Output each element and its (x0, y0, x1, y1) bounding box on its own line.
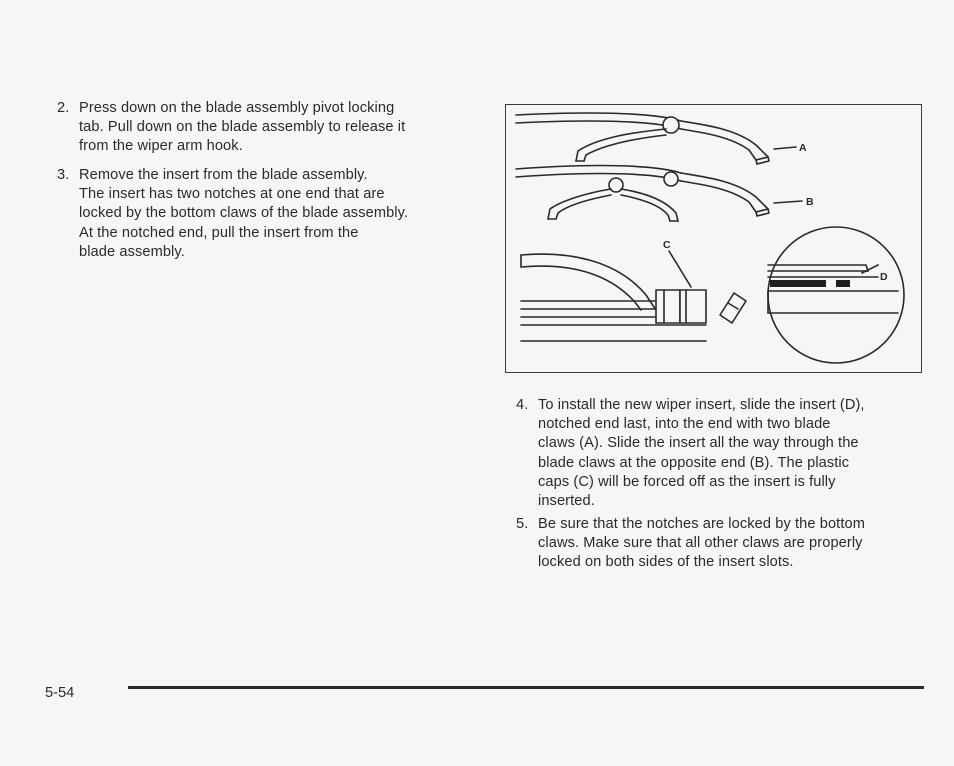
blade-assembly-a (516, 113, 796, 164)
text-line: Press down on the blade assembly pivot locking (79, 100, 395, 116)
step-number: 3. (57, 167, 70, 183)
step-text (79, 99, 405, 157)
step-text (538, 396, 865, 511)
text-line: from the wiper arm hook. (79, 138, 243, 155)
step-5 (516, 515, 926, 575)
text-line: caps (C) will be forced off as the insert is fully (538, 473, 836, 490)
insert-notch (836, 280, 850, 287)
step-2 (57, 99, 477, 159)
step-number: 2. (57, 100, 70, 116)
text-line: locked by the bottom claws of the blade assembly. (79, 205, 409, 222)
magnified-insert-detail (768, 227, 904, 363)
wiper-insert-illustration (505, 104, 922, 373)
text-line: locked on both sides of the insert slots. (538, 554, 794, 571)
text-line: blade assembly. (79, 243, 185, 260)
step-number: 4. (516, 397, 529, 413)
text-line: To install the new wiper insert, slide the insert (D), (538, 397, 865, 413)
label-c: C (663, 239, 671, 251)
text-line: Remove the insert from the blade assembly. (79, 167, 368, 183)
insert-slot (770, 280, 826, 287)
text-line: The insert has two notches at one end that are (79, 186, 385, 203)
text-line: tab. Pull down on the blade assembly to release it (79, 119, 406, 136)
text-line: At the notched end, pull the insert from the (79, 224, 359, 241)
label-b: B (806, 196, 814, 208)
step-text (79, 166, 408, 262)
wiper-diagram (506, 105, 921, 372)
step-4 (516, 396, 926, 514)
step-text (538, 515, 865, 573)
blade-assembly-b (516, 166, 802, 221)
step-number: 5. (516, 516, 529, 532)
text-line: claws. Make sure that all other claws are properly (538, 535, 863, 552)
text-line: inserted. (538, 493, 595, 510)
label-a: A (799, 142, 807, 154)
label-d: D (880, 271, 888, 283)
step-3 (57, 166, 477, 266)
text-line: claws (A). Slide the insert all the way through the (538, 435, 859, 452)
page-number: 5-54 (45, 685, 75, 701)
blade-end-with-caps (521, 251, 746, 341)
text-line: notched end last, into the end with two blade (538, 416, 831, 433)
text-line: blade claws at the opposite end (B). The plastic (538, 454, 850, 471)
footer-rule (128, 686, 924, 689)
text-line: Be sure that the notches are locked by the bottom (538, 516, 865, 532)
